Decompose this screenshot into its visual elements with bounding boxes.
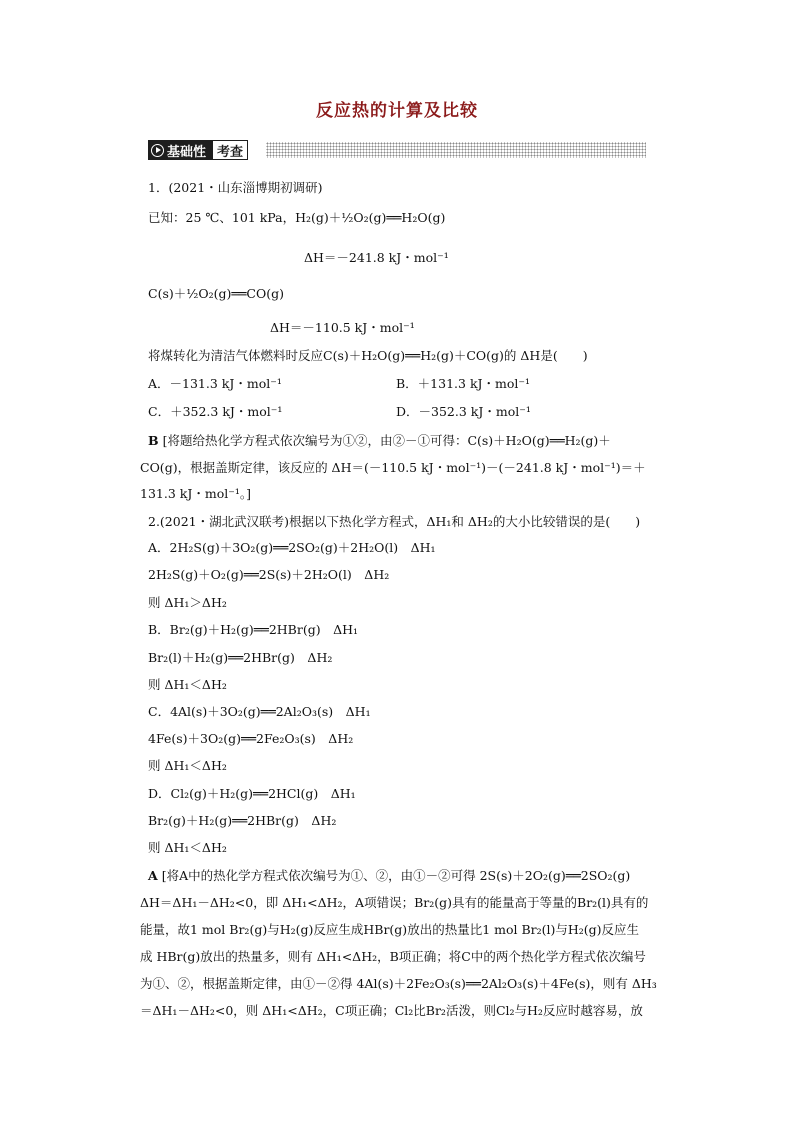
q1-answer-text-1: [将题给热化学方程式依次编号为①②，由②－①可得：C(s)＋H₂O(g)══H₂(g)＋ (162, 433, 611, 448)
q2-answer-key: A (148, 868, 158, 883)
q2-line: Br₂(g)＋H₂(g)══2HBr(g) ΔH₂ (148, 813, 337, 828)
section-badge-dark (148, 140, 212, 160)
q2-line: Br₂(l)＋H₂(g)══2HBr(g) ΔH₂ (148, 650, 333, 665)
q2-answer-line-4: 成 HBr(g)放出的热量多，则有 ΔH₁<ΔH₂，B项正确；将C中的两个热化学方程式依次编号 (140, 949, 646, 964)
q2-line: 2H₂S(g)＋O₂(g)══2S(s)＋2H₂O(l) ΔH₂ (148, 567, 390, 582)
q2-answer-text-1: [将A中的热化学方程式依次编号为①、②，由①－②可得 2S(s)＋2O₂(g)══2SO₂(g) (161, 868, 631, 883)
section-header (148, 140, 648, 162)
q1-option-d: D．－352.3 kJ・mol⁻¹ (396, 404, 531, 419)
section-badge (148, 140, 248, 160)
q2-line: 4Fe(s)＋3O₂(g)══2Fe₂O₃(s) ΔH₂ (148, 731, 354, 746)
q1-option-a: A．－131.3 kJ・mol⁻¹ (148, 376, 282, 391)
section-dotted-rule (266, 142, 646, 158)
q1-answer-line-2: CO(g)，根据盖斯定律，该反应的 ΔH＝(－110.5 kJ・mol⁻¹)－(－241.8 kJ・mol⁻¹)＝＋ (140, 460, 646, 475)
q1-answer-key: B (148, 433, 159, 448)
q2-line: D．Cl₂(g)＋H₂(g)══2HCl(g) ΔH₁ (148, 786, 356, 801)
q1-given (148, 208, 445, 226)
q2-answer-line-5: 为①、②，根据盖斯定律，由①－②得 4Al(s)＋2Fe₂O₃(s)══2Al₂O₃(s)＋4Fe(s)，则有 ΔH₃ (140, 976, 657, 991)
q1-heading: 1．(2021・山东淄博期初调研) (148, 180, 323, 195)
q2-line: 则 ΔH₁＞ΔH₂ (148, 595, 227, 610)
q1-answer-line-1 (148, 431, 611, 449)
q2-heading: 2.(2021・湖北武汉联考)根据以下热化学方程式，ΔH₁和 ΔH₂的大小比较错误的是( ) (148, 514, 641, 529)
q2-line: C．4Al(s)＋3O₂(g)══2Al₂O₃(s) ΔH₁ (148, 704, 371, 719)
section-badge-light: 考查 (212, 140, 248, 160)
q2-answer-line-3: 能量，故1 mol Br₂(g)与H₂(g)反应生成HBr(g)放出的热量比1 mol Br₂(l)与H₂(g)反应生 (140, 922, 640, 937)
section-badge-dark-label: 基础性 (167, 144, 207, 160)
q2-answer-line-6: ＝ΔH₁－ΔH₂<0，则 ΔH₁<ΔH₂，C项正确；Cl₂比Br₂活泼，则Cl₂与H₂反应时越容易，放 (140, 1003, 643, 1018)
q2-line: 则 ΔH₁＜ΔH₂ (148, 840, 227, 855)
q1-dh-2: ΔH＝－110.5 kJ・mol⁻¹ (270, 320, 415, 335)
q2-line: B．Br₂(g)＋H₂(g)══2HBr(g) ΔH₁ (148, 622, 359, 637)
q2-line: 则 ΔH₁＜ΔH₂ (148, 677, 227, 692)
q2-answer-line-2: ΔH＝ΔH₁－ΔH₂<0，即 ΔH₁<ΔH₂，A项错误；Br₂(g)具有的能量高于等量的Br₂(l)具有的 (140, 895, 649, 910)
q1-given-prefix: 已知：25 ℃、101 kPa， (148, 210, 296, 225)
q1-equation-2: C(s)＋½O₂(g)══CO(g) (148, 286, 284, 301)
q2-line: 则 ΔH₁＜ΔH₂ (148, 758, 227, 773)
play-icon (151, 144, 164, 157)
q1-answer-line-3: 131.3 kJ・mol⁻¹。] (140, 486, 251, 501)
q1-equation-1: H₂(g)＋½O₂(g)══H₂O(g) (295, 210, 446, 225)
q1-stem: 将煤转化为清洁气体燃料时反应C(s)＋H₂O(g)══H₂(g)＋CO(g)的 ΔH是( ) (148, 348, 588, 363)
q1-option-c: C．＋352.3 kJ・mol⁻¹ (148, 404, 283, 419)
q2-line: A．2H₂S(g)＋3O₂(g)══2SO₂(g)＋2H₂O(l) ΔH₁ (148, 540, 436, 555)
q2-answer-line-1 (148, 866, 630, 884)
page-title: 反应热的计算及比较 (316, 101, 478, 121)
q1-dh-1: ΔH＝－241.8 kJ・mol⁻¹ (304, 250, 449, 265)
q1-option-b: B．＋131.3 kJ・mol⁻¹ (396, 376, 531, 391)
